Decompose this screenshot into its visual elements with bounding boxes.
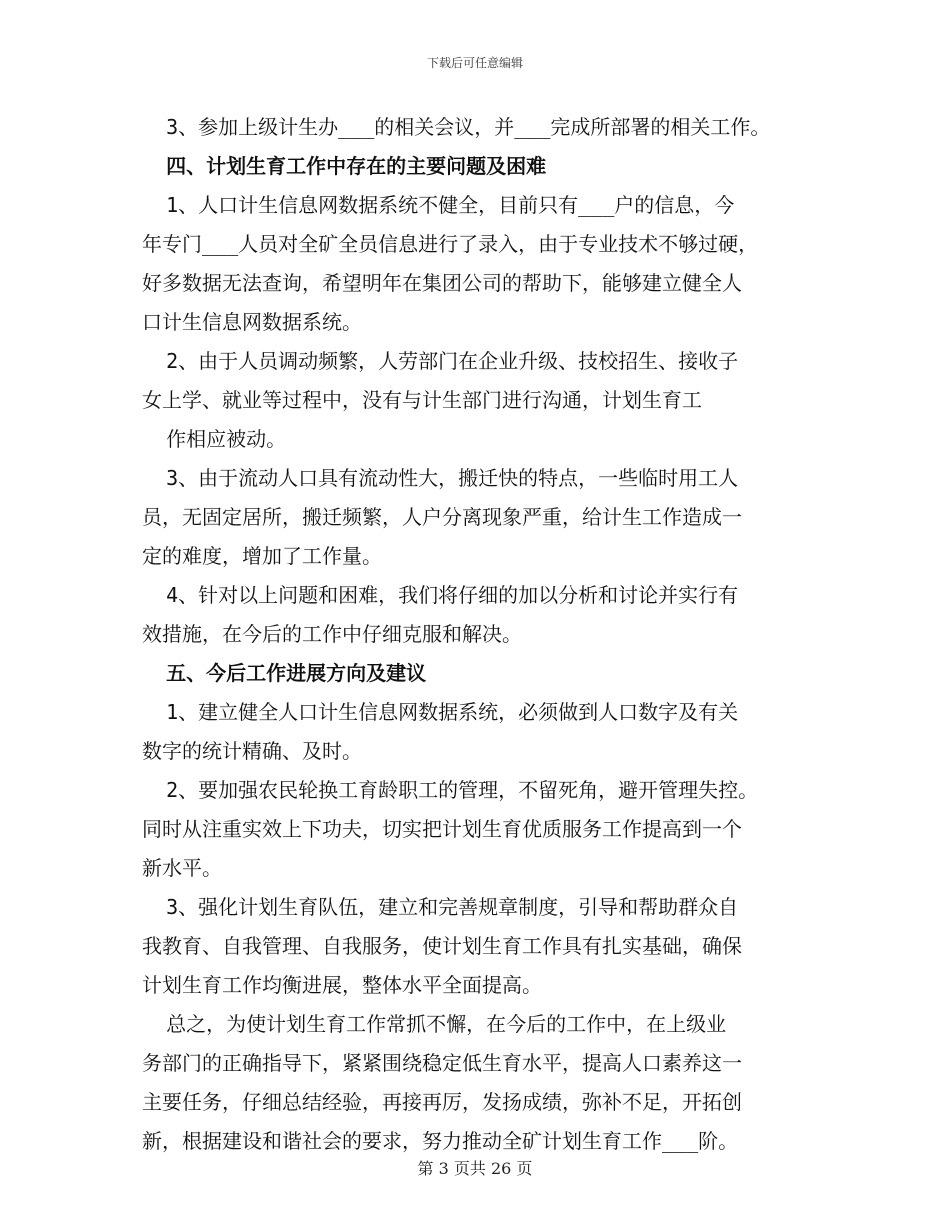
text-line: 3、参加上级计生办___的相关会议，并___完成所部署的相关工作。: [142, 115, 771, 139]
page-header: 下载后可任意编辑: [426, 56, 523, 70]
text-line: 1、建立健全人口计生信息网数据系统，必须做到人口数字及有关: [142, 700, 739, 724]
text-line: 计划生育工作均衡进展，整体水平全面提高。: [142, 973, 542, 997]
text-line: 女上学、就业等过程中，没有与计生部门进行沟通，计划生育工: [142, 388, 702, 412]
section-heading: 五、今后工作进展方向及建议: [142, 661, 427, 685]
text-line: 务部门的正确指导下，紧紧围绕稳定低生育水平，提高人口素养这一: [142, 1051, 742, 1075]
text-line: 定的难度，增加了工作量。: [142, 544, 382, 568]
text-line: 我教育、自我管理、自我服务，使计划生育工作具有扎实基础，确保: [142, 934, 742, 958]
text-line: 3、由于流动人口具有流动性大，搬迁快的特点，一些临时用工人: [142, 466, 739, 490]
text-line: 数字的统计精确、及时。: [142, 739, 362, 763]
text-line: 新，根据建设和谐社会的要求，努力推动全矿计划生育工作___阶。: [142, 1129, 739, 1153]
text-line: 2、由于人员调动频繁，人劳部门在企业升级、技校招生、接收子: [142, 349, 739, 373]
text-line: 主要任务，仔细总结经验，再接再厉，发扬成绩，弥补不足，开拓创: [142, 1090, 742, 1114]
text-line: 新水平。: [142, 856, 222, 880]
document-body: [142, 108, 822, 1161]
text-line: 总之，为使计划生育工作常抓不懈，在今后的工作中，在上级业: [142, 1012, 727, 1036]
section-heading: 四、计划生育工作中存在的主要问题及困难: [142, 154, 547, 178]
text-line: 员，无固定居所，搬迁频繁，人户分离现象严重，给计生工作造成一: [142, 505, 742, 529]
text-line: 作相应被动。: [142, 427, 287, 451]
text-line: 年专门___人员对全矿全员信息进行了录入，由于专业技术不够过硬，: [142, 232, 759, 256]
page-footer: 第 3 页共 26 页: [417, 1159, 533, 1178]
text-line: 同时从注重实效上下功夫，切实把计划生育优质服务工作提高到一个: [142, 817, 742, 841]
text-line: 2、要加强农民轮换工育龄职工的管理，不留死角，避开管理失控。: [142, 778, 759, 802]
text-line: 1、人口计生信息网数据系统不健全，目前只有___户的信息，今: [142, 193, 735, 217]
text-line: 3、强化计划生育队伍，建立和完善规章制度，引导和帮助群众自: [142, 895, 739, 919]
text-line: 口计生信息网数据系统。: [142, 310, 362, 334]
text-line: 4、针对以上问题和困难，我们将仔细的加以分析和讨论并实行有: [142, 583, 739, 607]
text-line: 好多数据无法查询，希望明年在集团公司的帮助下，能够建立健全人: [142, 271, 742, 295]
text-line: 效措施，在今后的工作中仔细克服和解决。: [142, 622, 522, 646]
